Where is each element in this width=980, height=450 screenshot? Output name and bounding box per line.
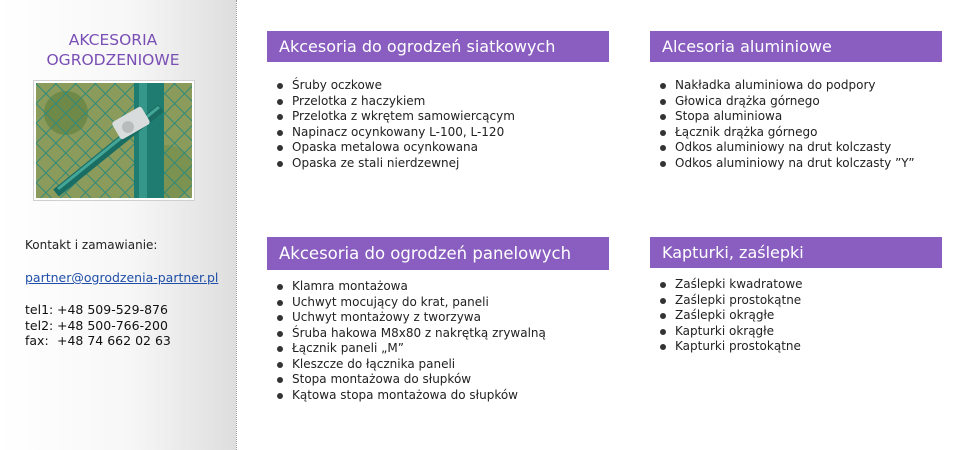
sidebar-title-line1: AKCESORIA — [68, 31, 158, 49]
list-item[interactable]: Odkos aluminiowy na drut kolczasty ”Y” — [650, 156, 942, 172]
phone-row — [25, 318, 171, 334]
list-item[interactable]: Łącznik paneli „M” — [267, 341, 609, 357]
section-header: Akcesoria do ogrodzeń panelowych — [267, 237, 609, 270]
item-list — [650, 277, 942, 355]
phone-label: tel2: — [25, 317, 54, 333]
product-photo — [33, 80, 195, 201]
phone-label: fax: — [25, 333, 49, 348]
phone-label: tel1: — [25, 302, 54, 317]
sidebar — [0, 0, 237, 450]
list-item[interactable]: Śruby oczkowe — [267, 78, 609, 94]
list-item[interactable]: Kątowa stopa montażowa do słupków — [267, 388, 609, 404]
list-item[interactable]: Kleszcze do łącznika paneli — [267, 357, 609, 373]
list-item[interactable]: Nakładka aluminiowa do podpory — [650, 78, 942, 94]
email-link[interactable]: partner@ogrodzenia-partner.pl — [25, 270, 219, 285]
list-item[interactable]: Zaślepki prostokątne — [650, 293, 942, 309]
list-item[interactable]: Przelotka z wkrętem samowiercącym — [267, 109, 609, 125]
section-caps-and-plugs — [650, 237, 942, 355]
item-list — [267, 78, 609, 171]
phone-number: +48 74 662 02 63 — [57, 333, 171, 348]
section-panel-fence-accessories — [267, 237, 609, 403]
contact-label: Kontakt i zamawianie: — [25, 238, 158, 252]
list-item[interactable]: Opaska ze stali nierdzewnej — [267, 156, 609, 172]
section-mesh-fence-accessories — [267, 31, 609, 171]
phone-row — [25, 333, 171, 349]
list-item[interactable]: Zaślepki kwadratowe — [650, 277, 942, 293]
list-item[interactable]: Odkos aluminiowy na drut kolczasty — [650, 140, 942, 156]
list-item[interactable]: Stopa aluminiowa — [650, 109, 942, 125]
list-item[interactable]: Śruba hakowa M8x80 z nakrętką zrywalną — [267, 326, 609, 342]
list-item[interactable]: Zaślepki okrągłe — [650, 308, 942, 324]
list-item[interactable]: Kapturki okrągłe — [650, 324, 942, 340]
phone-list — [25, 302, 171, 349]
list-item[interactable]: Stopa montażowa do słupków — [267, 372, 609, 388]
list-item[interactable]: Opaska metalowa ocynkowana — [267, 140, 609, 156]
list-item[interactable]: Kapturki prostokątne — [650, 339, 942, 355]
list-item[interactable]: Uchwyt mocujący do krat, paneli — [267, 295, 609, 311]
list-item[interactable]: Głowica drążka górnego — [650, 94, 942, 110]
list-item[interactable]: Przelotka z haczykiem — [267, 94, 609, 110]
item-list — [267, 279, 609, 403]
sidebar-title — [0, 30, 226, 70]
phone-number: +48 509-529-876 — [57, 302, 168, 317]
section-header: Akcesoria do ogrodzeń siatkowych — [267, 31, 609, 62]
section-header: Alcesoria aluminiowe — [650, 31, 942, 62]
list-item[interactable]: Napinacz ocynkowany L-100, L-120 — [267, 125, 609, 141]
sidebar-title-line2: OGRODZENIOWE — [46, 51, 180, 69]
section-aluminium-accessories — [650, 31, 942, 171]
item-list — [650, 78, 942, 171]
list-item[interactable]: Uchwyt montażowy z tworzywa — [267, 310, 609, 326]
list-item[interactable]: Klamra montażowa — [267, 279, 609, 295]
list-item[interactable]: Łącznik drążka górnego — [650, 125, 942, 141]
phone-number: +48 500-766-200 — [57, 317, 168, 333]
phone-row — [25, 302, 171, 318]
fence-accessory-image — [36, 83, 192, 198]
section-header: Kapturki, zaślepki — [650, 237, 942, 268]
